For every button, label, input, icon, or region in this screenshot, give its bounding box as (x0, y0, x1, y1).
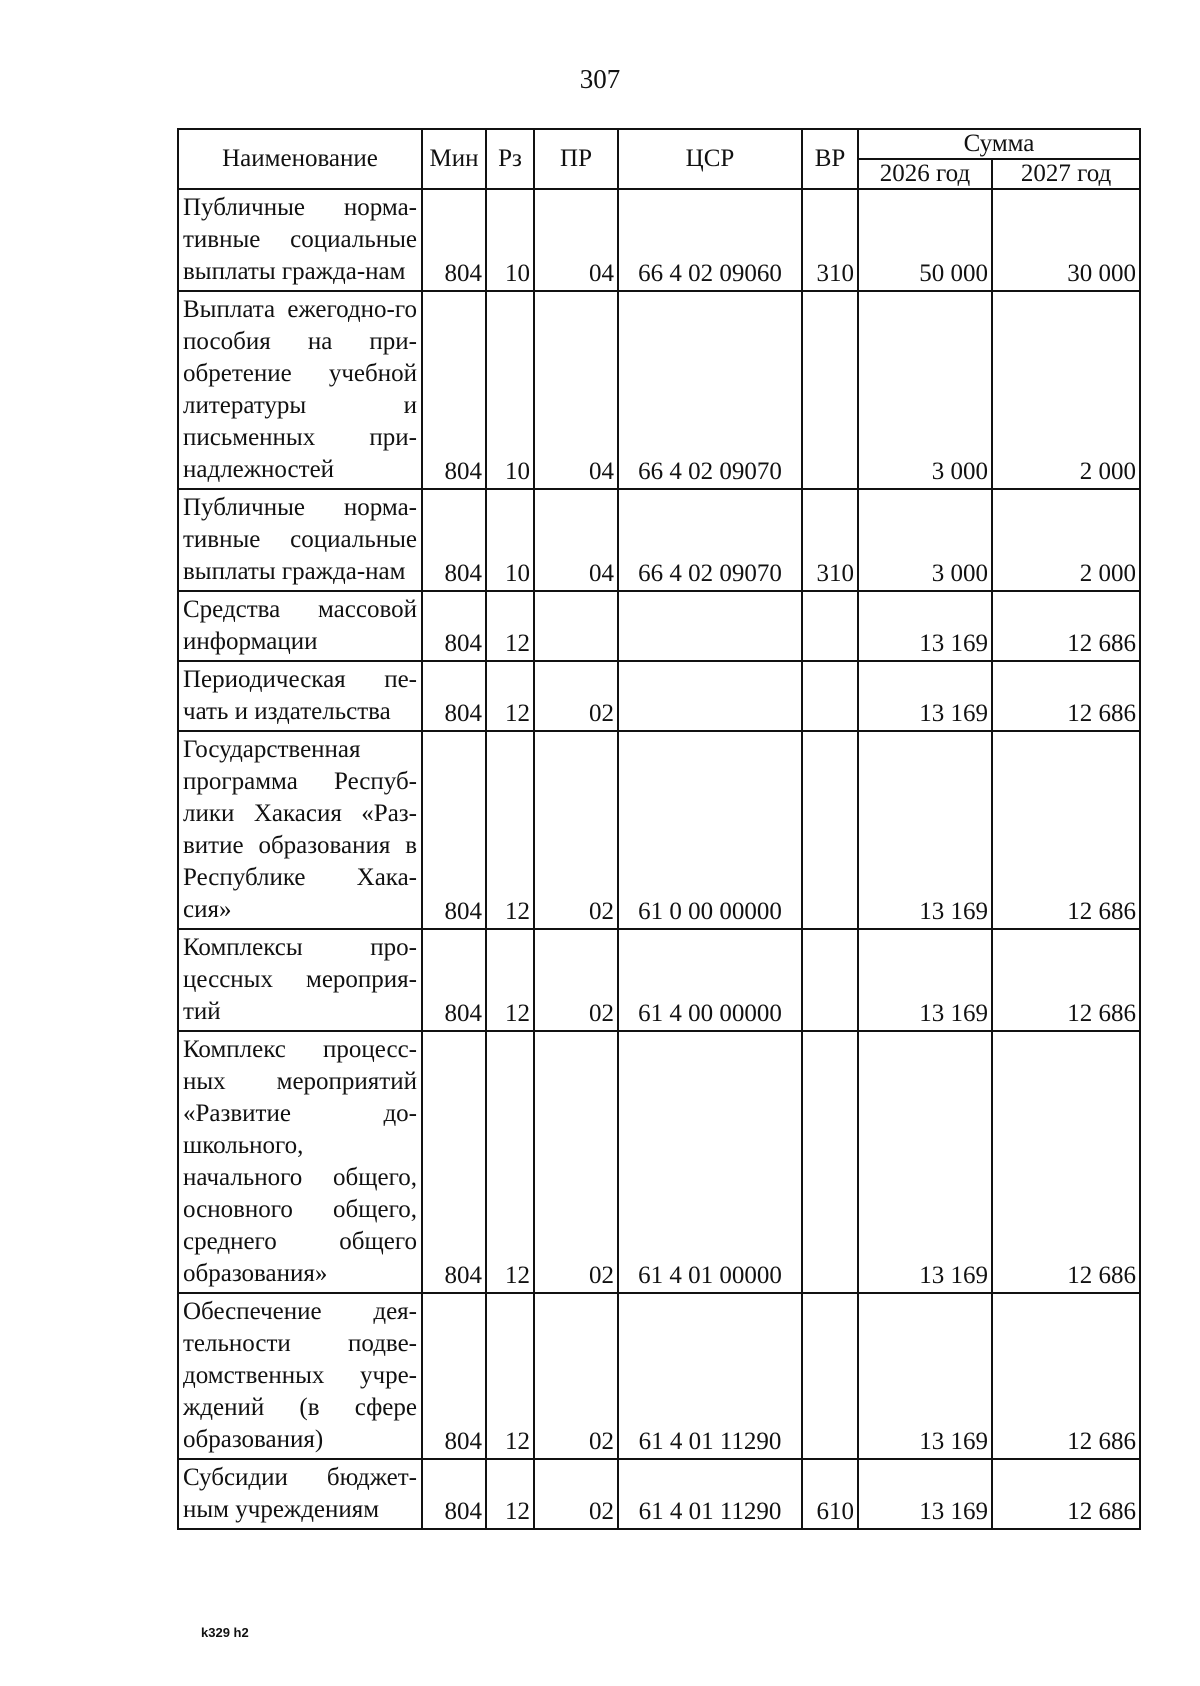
header-vr: ВР (802, 129, 858, 189)
row-sum-2027: 12 686 (992, 591, 1140, 661)
row-name: Выплата ежегодно-го пособия на при-обретение учебной литературы и письменных при-надлежностей (178, 291, 422, 489)
row-min: 804 (422, 1031, 486, 1293)
row-sum-2026: 3 000 (858, 291, 992, 489)
row-min: 804 (422, 929, 486, 1031)
row-min: 804 (422, 591, 486, 661)
table-row (178, 929, 1140, 1031)
row-pr: 02 (534, 661, 618, 731)
table-row (178, 731, 1140, 929)
row-vr (802, 1293, 858, 1459)
row-csr: 61 4 01 11290 (618, 1459, 802, 1529)
row-rz: 10 (486, 189, 534, 291)
row-rz: 12 (486, 1293, 534, 1459)
page-number: 307 (579, 64, 621, 94)
row-sum-2026: 13 169 (858, 1031, 992, 1293)
row-csr (618, 661, 802, 731)
row-vr (802, 591, 858, 661)
header-min: Мин (422, 129, 486, 189)
row-csr: 61 0 00 00000 (618, 731, 802, 929)
footer-code: k329 h2 (201, 1625, 249, 1640)
row-sum-2027: 30 000 (992, 189, 1140, 291)
row-rz: 12 (486, 1031, 534, 1293)
row-pr: 02 (534, 731, 618, 929)
row-rz: 10 (486, 489, 534, 591)
row-vr: 310 (802, 189, 858, 291)
row-rz: 12 (486, 661, 534, 731)
header-name: Наименование (178, 129, 422, 189)
row-rz: 12 (486, 929, 534, 1031)
row-pr: 02 (534, 1293, 618, 1459)
row-sum-2027: 12 686 (992, 731, 1140, 929)
row-sum-2026: 13 169 (858, 1293, 992, 1459)
header-year-2027: 2027 год (992, 159, 1140, 189)
row-name: Периодическая пе-чать и издательства (178, 661, 422, 731)
row-vr (802, 731, 858, 929)
row-min: 804 (422, 489, 486, 591)
budget-table (177, 128, 1141, 1530)
row-name: Субсидии бюджет-ным учреждениям (178, 1459, 422, 1529)
row-csr (618, 591, 802, 661)
table-row (178, 489, 1140, 591)
row-name: Комплексы про-цессных мероприя-тий (178, 929, 422, 1031)
row-sum-2027: 12 686 (992, 1031, 1140, 1293)
row-csr: 66 4 02 09060 (618, 189, 802, 291)
row-name: Публичные норма-тивные социальные выплаты гражда-нам (178, 189, 422, 291)
table-row (178, 661, 1140, 731)
row-min: 804 (422, 291, 486, 489)
row-pr: 04 (534, 189, 618, 291)
row-rz: 12 (486, 591, 534, 661)
table-row (178, 1459, 1140, 1529)
row-sum-2026: 50 000 (858, 189, 992, 291)
row-min: 804 (422, 661, 486, 731)
table-row (178, 291, 1140, 489)
row-csr: 61 4 01 00000 (618, 1031, 802, 1293)
row-vr (802, 661, 858, 731)
row-pr: 04 (534, 291, 618, 489)
row-csr: 61 4 01 11290 (618, 1293, 802, 1459)
row-name: Обеспечение дея-тельности подве-домственных учре-ждений (в сфере образования) (178, 1293, 422, 1459)
row-sum-2027: 12 686 (992, 661, 1140, 731)
row-rz: 12 (486, 731, 534, 929)
row-pr: 02 (534, 1459, 618, 1529)
row-pr (534, 591, 618, 661)
row-vr: 310 (802, 489, 858, 591)
row-name: Государственная программа Респуб-лики Хакасия «Раз-витие образования в Республике Хака-сия» (178, 731, 422, 929)
row-min: 804 (422, 1459, 486, 1529)
row-csr: 66 4 02 09070 (618, 291, 802, 489)
row-rz: 10 (486, 291, 534, 489)
row-sum-2027: 12 686 (992, 1459, 1140, 1529)
row-sum-2026: 13 169 (858, 661, 992, 731)
table-row (178, 591, 1140, 661)
row-pr: 02 (534, 1031, 618, 1293)
row-csr: 61 4 00 00000 (618, 929, 802, 1031)
row-vr (802, 929, 858, 1031)
header-year-2026: 2026 год (858, 159, 992, 189)
row-sum-2027: 12 686 (992, 929, 1140, 1031)
row-csr: 66 4 02 09070 (618, 489, 802, 591)
row-sum-2026: 13 169 (858, 591, 992, 661)
row-name: Комплекс процесс-ных мероприятий «Развитие до-школьного, начального общего, основного общего, среднего общего образования» (178, 1031, 422, 1293)
row-sum-2027: 12 686 (992, 1293, 1140, 1459)
row-sum-2027: 2 000 (992, 291, 1140, 489)
header-csr: ЦСР (618, 129, 802, 189)
header-sum: Сумма (858, 129, 1140, 159)
row-sum-2026: 3 000 (858, 489, 992, 591)
row-name: Публичные норма-тивные социальные выплаты гражда-нам (178, 489, 422, 591)
header-pr: ПР (534, 129, 618, 189)
row-sum-2026: 13 169 (858, 731, 992, 929)
row-pr: 04 (534, 489, 618, 591)
row-vr (802, 291, 858, 489)
row-vr (802, 1031, 858, 1293)
row-sum-2026: 13 169 (858, 929, 992, 1031)
row-pr: 02 (534, 929, 618, 1031)
header-rz: Рз (486, 129, 534, 189)
row-min: 804 (422, 731, 486, 929)
table-row (178, 189, 1140, 291)
table-row (178, 1031, 1140, 1293)
row-rz: 12 (486, 1459, 534, 1529)
row-sum-2026: 13 169 (858, 1459, 992, 1529)
row-vr: 610 (802, 1459, 858, 1529)
table-body (178, 189, 1140, 1529)
row-min: 804 (422, 189, 486, 291)
table-header (178, 129, 1140, 189)
row-name: Средства массовой информации (178, 591, 422, 661)
table-row (178, 1293, 1140, 1459)
row-sum-2027: 2 000 (992, 489, 1140, 591)
row-min: 804 (422, 1293, 486, 1459)
